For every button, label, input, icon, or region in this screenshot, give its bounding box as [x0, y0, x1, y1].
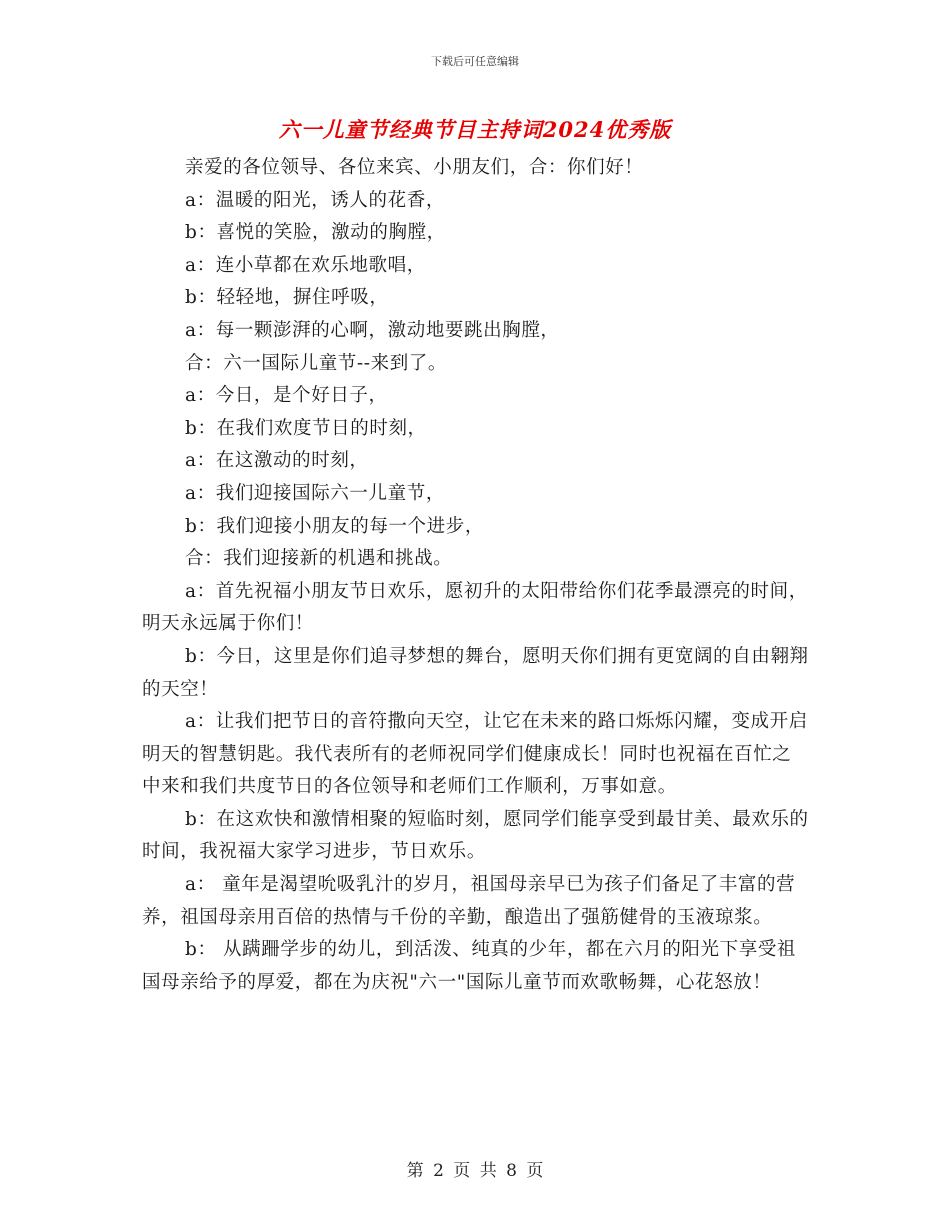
paragraph: a：温暖的阳光，诱人的花香， — [185, 189, 445, 211]
paragraph: 合：我们迎接新的机遇和挑战。 — [185, 548, 453, 570]
paragraph: b：我们迎接小朋友的每一个进步， — [185, 515, 484, 537]
paragraph: b：轻轻地，摒住呼吸， — [185, 287, 389, 309]
paragraph: a：我们迎接国际六一儿童节， — [185, 482, 445, 504]
paragraph: 亲爱的各位领导、各位来宾、小朋友们，合：你们好！ — [185, 157, 644, 178]
paragraph: b：今日，这里是你们追寻梦想的舞台，愿明天你们拥有更宽阔的自由翱翔的天空！ — [142, 645, 809, 700]
paragraph: b：在这欢快和激情相聚的短临时刻，愿同学们能享受到最甘美、最欢乐的时间，我祝福大家学习进步，节日欢乐。 — [142, 808, 809, 863]
paragraph: a：今日，是个好日子， — [185, 385, 388, 407]
paragraph: a：在这激动的时刻， — [185, 450, 369, 472]
paragraph: b：在我们欢度节日的时刻， — [185, 417, 427, 439]
paragraph: a：每一颗澎湃的心啊，激动地要跳出胸膛， — [185, 319, 560, 341]
page-header-note: 下载后可任意编辑 — [431, 55, 519, 68]
paragraph: b： 从蹒跚学步的幼儿，到活泼、纯真的少年，都在六月的阳光下享受祖国母亲给予的厚爱，都在为庆祝"六一"国际儿童节而欢歌畅舞，心花怒放！ — [142, 939, 797, 993]
document-body — [142, 152, 810, 999]
paragraph: a：首先祝福小朋友节日欢乐，愿初升的太阳带给你们花季最漂亮的时间，明天永远属于你们！ — [142, 580, 808, 635]
paragraph: b：喜悦的笑脸，激动的胸膛， — [185, 222, 446, 244]
page-footer: 第 2 页 共 8 页 — [406, 1161, 544, 1181]
paragraph: a：连小草都在欢乐地歌唱， — [185, 254, 426, 276]
paragraph: 合：六一国际儿童节--来到了。 — [185, 352, 448, 374]
paragraph: a：让我们把节日的音符撒向天空，让它在未来的路口烁烁闪耀，变成开启明天的智慧钥匙。我代表所有的老师祝同学们健康成长！同时也祝福在百忙之中来和我们共度节日的各位领导和老师们工作顺利，万事如意。 — [142, 711, 808, 798]
document-title: 六一儿童节经典节目主持词2024优秀版 — [278, 117, 672, 142]
paragraph: a： 童年是渴望吮吸乳汁的岁月，祖国母亲早已为孩子们备足了丰富的营养，祖国母亲用百倍的热情与千份的辛勤，酿造出了强筋健骨的玉液琼浆。 — [142, 874, 796, 928]
